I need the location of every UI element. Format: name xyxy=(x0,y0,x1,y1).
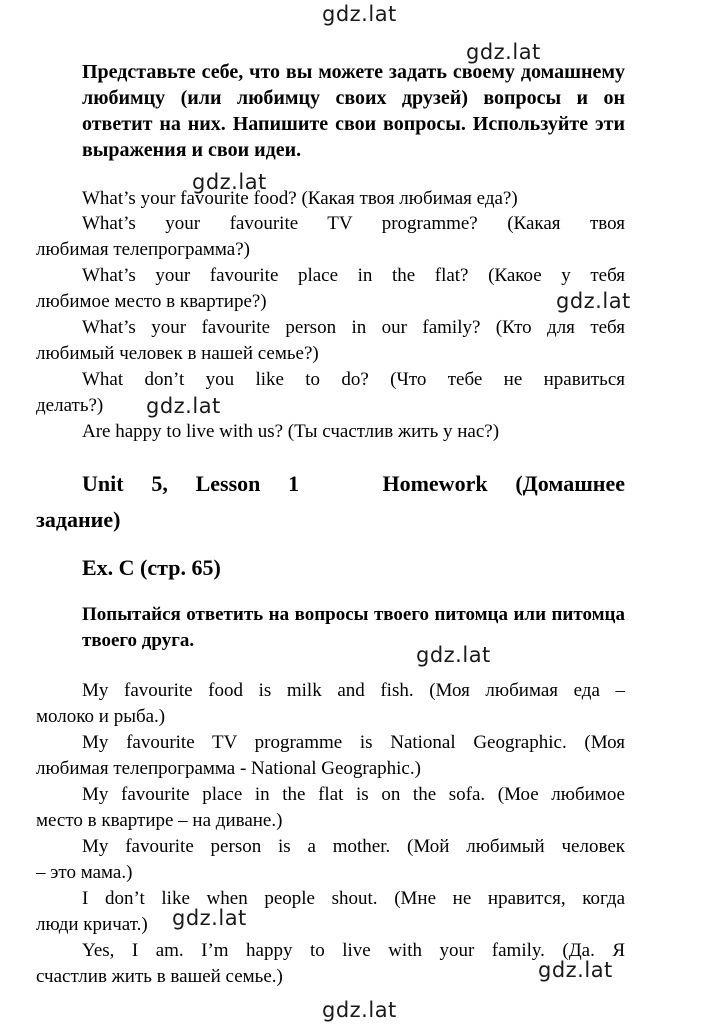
answer-1-line-2: молоко и рыба.) xyxy=(36,706,166,727)
answer-3-line-2: место в квартире – на диване.) xyxy=(36,810,283,831)
answer-1-line-1: My favourite food is milk and fish. (Моя любимая еда – xyxy=(82,680,625,701)
watermark: gdz.lat xyxy=(416,643,491,667)
question-5-line-2: делать?) xyxy=(36,395,104,416)
answer-5-line-2: люди кричат.) xyxy=(36,914,148,935)
intro-task-paragraph: Представьте себе, что вы можете задать своему домашнему любимцу (или любимцу своих друзей) вопросы и он ответит на них. Напишите свои вопросы. Используйте эти выражения и свои идеи. xyxy=(82,61,625,161)
question-6: Are happy to live with us? (Ты счастлив жить у нас?) xyxy=(82,421,500,442)
exercise-heading: Ex. C (стр. 65) xyxy=(82,555,221,580)
unit-heading-line-1: Unit 5, Lesson 1 Homework (Домашнее xyxy=(82,471,625,496)
answer-task-paragraph: Попытайся ответить на вопросы твоего питомца или питомца твоего друга. xyxy=(82,604,625,651)
question-3-line-2: любимое место в квартире?) xyxy=(36,291,267,312)
watermark: gdz.lat xyxy=(322,998,397,1022)
answer-5-line-1: I don’t like when people shout. (Мне не нравится, когда xyxy=(82,888,625,909)
watermark: gdz.lat xyxy=(146,394,221,418)
question-2-line-2: любимая телепрограмма?) xyxy=(36,239,250,260)
answer-2-line-2: любимая телепрограмма - National Geographic.) xyxy=(36,758,421,779)
answer-6-line-2: счастлив жить в вашей семье.) xyxy=(36,966,283,987)
question-4-line-2: любимый человек в нашей семье?) xyxy=(36,343,319,364)
watermark: gdz.lat xyxy=(538,958,613,982)
question-2-line-1: What’s your favourite TV programme? (Какая твоя xyxy=(82,213,625,234)
watermark: gdz.lat xyxy=(556,289,631,313)
watermark: gdz.lat xyxy=(322,2,397,26)
watermark: gdz.lat xyxy=(172,906,247,930)
answer-3-line-1: My favourite place in the flat is on the sofa. (Мое любимое xyxy=(82,784,625,805)
watermark: gdz.lat xyxy=(466,40,541,64)
answer-4-line-1: My favourite person is a mother. (Мой любимый человек xyxy=(82,836,625,857)
question-1: What’s your favourite food? (Какая твоя любимая еда?) xyxy=(82,188,518,209)
question-5-line-1: What don’t you like to do? (Что тебе не нравиться xyxy=(82,369,625,390)
question-3-line-1: What’s your favourite place in the flat? (Какое у тебя xyxy=(82,265,625,286)
watermark: gdz.lat xyxy=(192,170,267,194)
answer-6-line-1: Yes, I am. I’m happy to live with your family. (Да. Я xyxy=(82,940,625,961)
unit-heading-line-2: задание) xyxy=(36,507,121,532)
answer-2-line-1: My favourite TV programme is National Geographic. (Моя xyxy=(82,732,625,753)
question-4-line-1: What’s your favourite person in our family? (Кто для тебя xyxy=(82,317,625,338)
answer-4-line-2: – это мама.) xyxy=(36,862,133,883)
